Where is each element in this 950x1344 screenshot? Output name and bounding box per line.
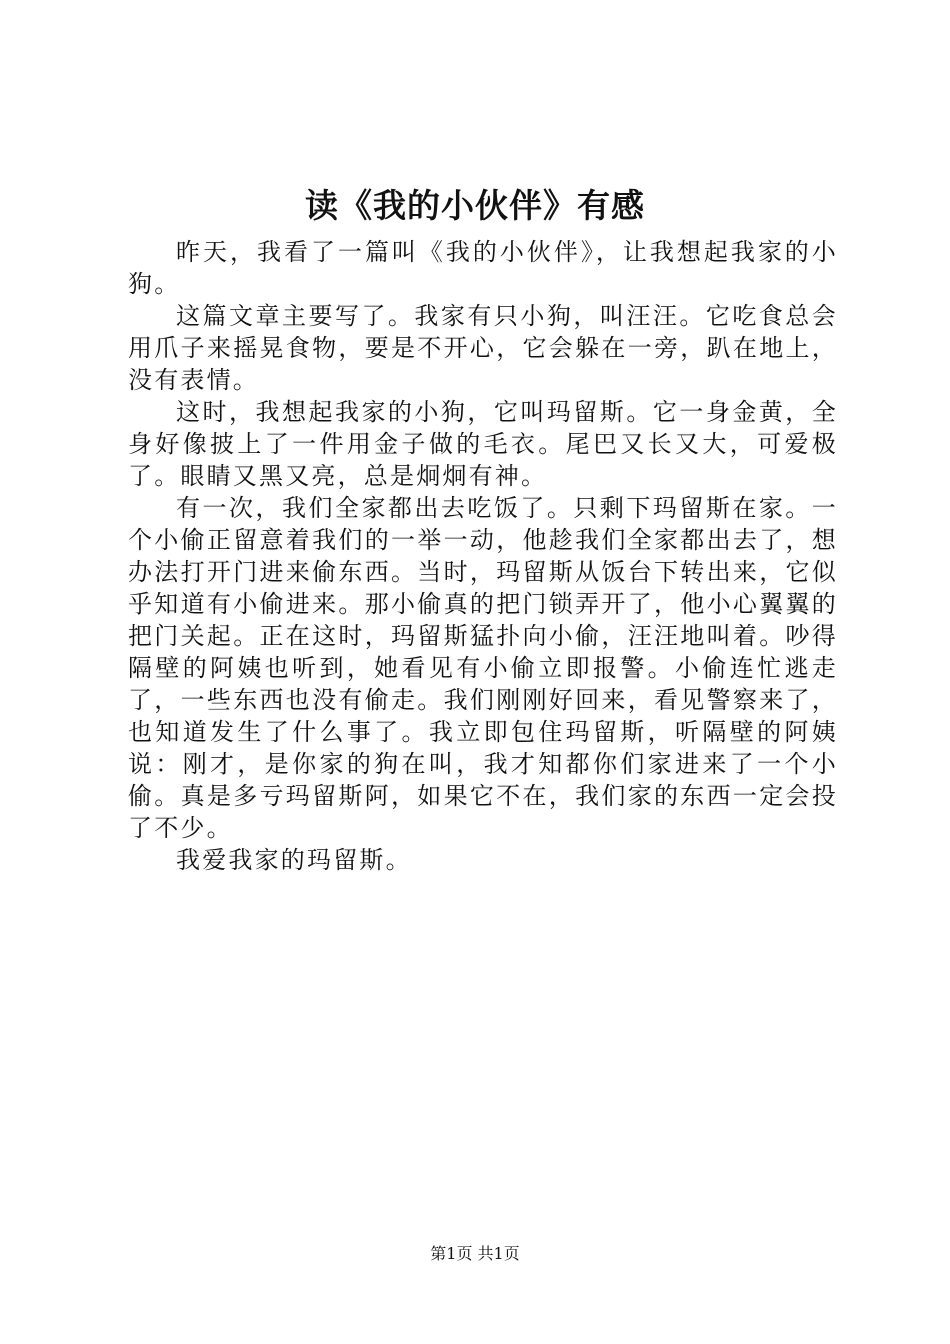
paragraph-3: 这时，我想起我家的小狗，它叫玛留斯。它一身金黄，全身好像披上了一件用金子做的毛衣。尾巴又长又大，可爱极了。眼睛又黑又亮，总是炯炯有神。 — [128, 398, 838, 490]
document-title: 读《我的小伙伴》有感 — [305, 186, 645, 225]
paragraph-4: 有一次，我们全家都出去吃饭了。只剩下玛留斯在家。一个小偷正留意着我们的一举一动，他趁我们全家都出去了，想办法打开门进来偷东西。当时，玛留斯从饭台下转出来，它似乎知道有小偷进来。那小偷真的把门锁弄开了，他小心翼翼的把门关起。正在这时，玛留斯猛扑向小偷，汪汪地叫着。吵得隔壁的阿姨也听到，她看见有小偷立即报警。小偷连忙逃走了，一些东西也没有偷走。我们刚刚好回来，看见警察来了，也知道发生了什么事了。我立即包住玛留斯，听隔壁的阿姨说：刚才，是你家的狗在叫，我才知都你们家进来了一个小偷。真是多亏玛留斯阿，如果它不在，我们家的东西一定会投了不少。 — [128, 494, 838, 842]
paragraph-1: 昨天，我看了一篇叫《我的小伙伴》，让我想起我家的小狗。 — [128, 238, 838, 298]
paragraph-5: 我爱我家的玛留斯。 — [176, 846, 412, 874]
page-footer: 第1页 共1页 — [430, 1244, 520, 1263]
document-body — [128, 236, 838, 876]
paragraph-2: 这篇文章主要写了。我家有只小狗，叫汪汪。它吃食总会用爪子来摇晃食物，要是不开心，它会躲在一旁，趴在地上，没有表情。 — [128, 302, 838, 394]
